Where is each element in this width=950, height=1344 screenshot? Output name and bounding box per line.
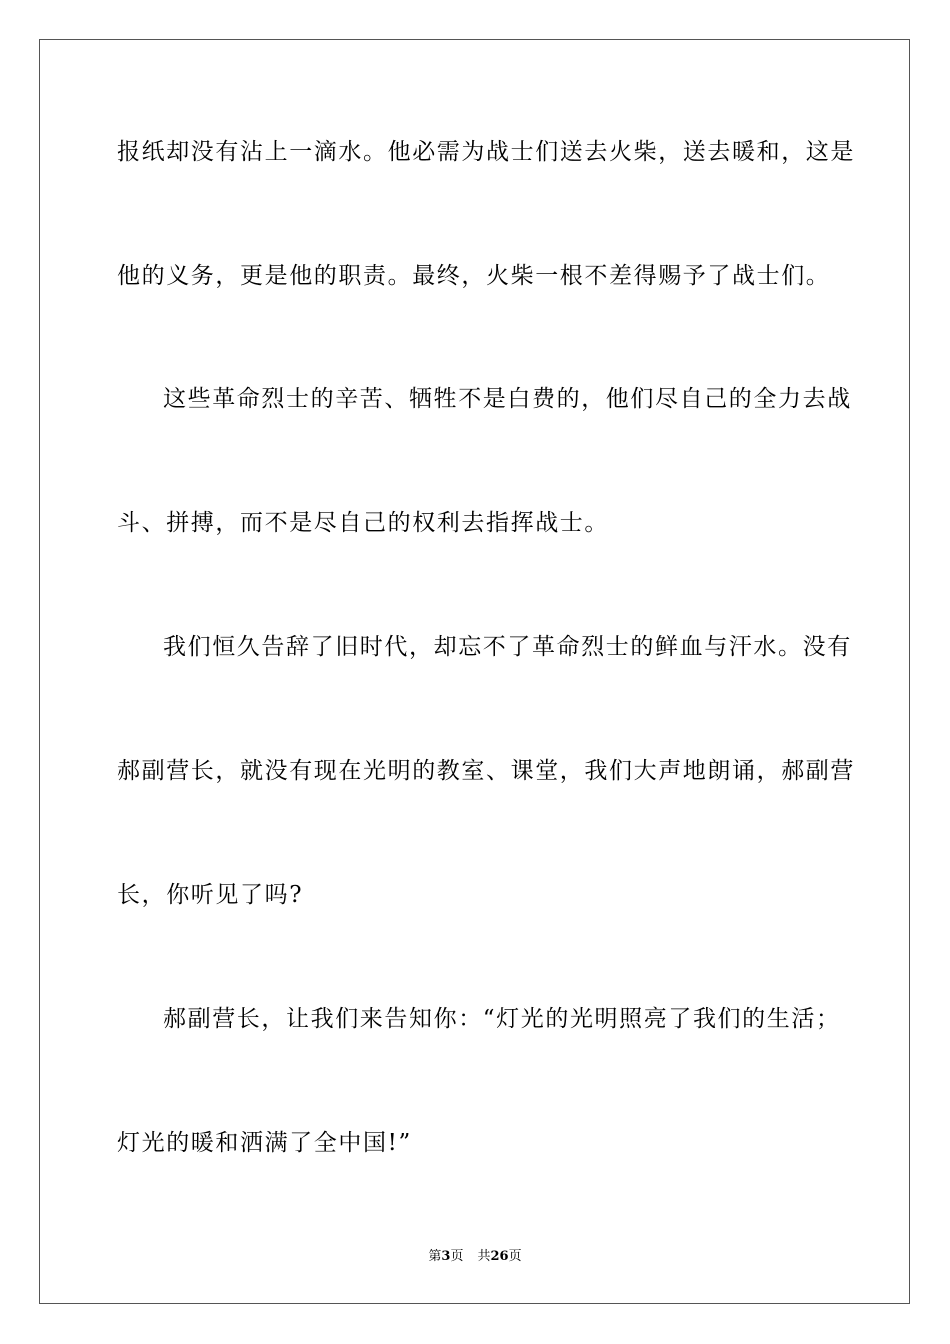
page-number-prefix: 第 bbox=[428, 1249, 442, 1264]
body-line-7: 长，你听见了吗? bbox=[117, 882, 304, 908]
page-number-current: 3 bbox=[441, 1249, 451, 1264]
body-line-9: 灯光的暖和洒满了全中国!” bbox=[117, 1130, 412, 1156]
body-line-3: 这些革命烈士的辛苦、牺牲不是白费的，他们尽自己的全力去战 bbox=[163, 386, 852, 412]
page-frame bbox=[39, 39, 910, 1304]
body-line-1: 报纸却没有沾上一滴水。他必需为战士们送去火柴，送去暖和，这是 bbox=[117, 139, 855, 165]
body-line-6: 郝副营长，就没有现在光明的教室、课堂，我们大声地朗诵，郝副营 bbox=[117, 758, 855, 784]
body-line-8: 郝副营长，让我们来告知你：“灯光的光明照亮了我们的生活； bbox=[163, 1006, 841, 1032]
page-total-prefix: 共 bbox=[477, 1249, 491, 1264]
body-line-5: 我们恒久告辞了旧时代，却忘不了革命烈士的鲜血与汗水。没有 bbox=[163, 634, 852, 660]
body-line-4: 斗、拼搏，而不是尽自己的权利去指挥战士。 bbox=[117, 510, 609, 536]
body-line-2: 他的义务，更是他的职责。最终，火柴一根不差得赐予了战士们。 bbox=[117, 263, 831, 289]
page-total: 26 bbox=[490, 1249, 509, 1264]
page-footer bbox=[0, 1248, 950, 1266]
page-number-suffix: 页 bbox=[450, 1249, 464, 1264]
page-total-suffix: 页 bbox=[508, 1249, 522, 1264]
